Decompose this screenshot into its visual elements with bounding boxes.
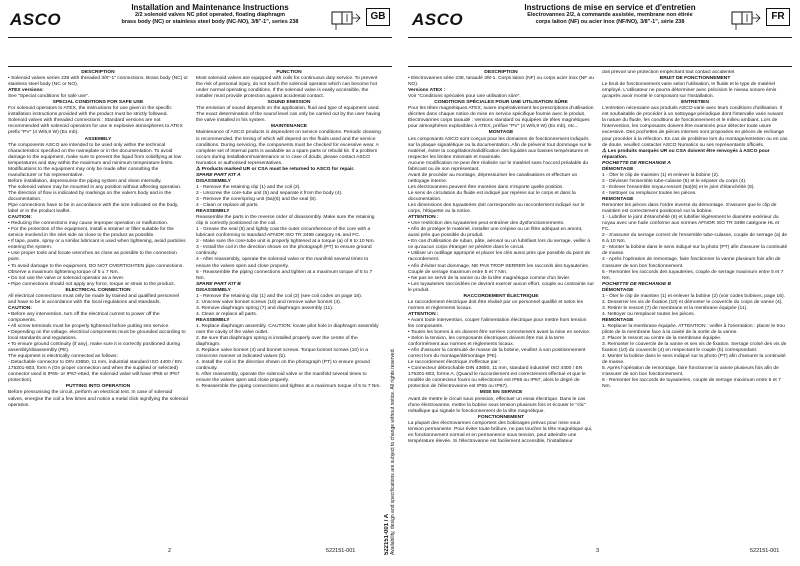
paragraph: 4. Clean or replace all parts. [196,311,258,317]
subtitle1-left: 2/2 solenoid valves NC pilot operated, floating diaphragm [134,12,286,18]
paragraph: 3. Replace valve bonnet (4) and bonnet screws. Torque bonnet screws (10) in a crisscross manner at indicated values (b). [196,348,368,360]
paragraph: • Ne pas se servir de la vanne ou de la tête magnétique comme d'un levier. [408,275,571,281]
title-left: Installation and Maintenance Instructions [131,3,289,12]
paragraph: Les composants ASCO sont conçus pour les domaines de fonctionnement indiqués sur la plaque signalétique ou la documentation. Afin de prévenir tout dommage sur le matériel, éviter la congélation/solidification des liquides aux basses températures et respecter les limites minimale et maximale. [408,136,592,160]
paragraph: 1 - Ôter le clip de maintien (1) et enlever la bobine (2) (voir codes bobines, page 16). [602,293,785,299]
section-heading: CONDITIONS SPÉCIALES POUR UNE UTILISATION SÛRE [434,100,568,106]
paragraph: DISASSEMBLY [196,178,231,184]
paragraph: 3 - Remove the core/spring unit (5a)(6) and the seal (8). [196,196,317,202]
paragraph: 6 - Remonter les raccords de tuyauteries, couple de serrage maximum entre 5 et 7 Nm. [602,378,781,390]
paragraph: Le sens de circulation du fluide est indiqué par repères sur le corps et dans la documentation. [408,190,576,202]
paragraph: 2. Placer le ressort au centre de la membrane équipée. [602,336,722,342]
section-heading: BRUIT DE FONCTIONNEMENT [659,76,731,82]
side-code: 522151-001 / A [384,513,390,555]
paragraph: CAUTION: [8,305,32,311]
paragraph: 3. Retirer le ressort (7) de membrane et la membrane équipée (11). [602,305,748,311]
section-heading: MONTAGE [488,130,514,136]
paragraph: 5 - Remonter les raccords des tuyauteries, couple de serrage maximum entre 5 et 7 Nm. [602,269,784,281]
paragraph: La plupart des électrovannes comportent des bobinages prévus pour mise sous tension permanente. Pour éviter toute brûlure, ne pas toucher la tête magnétique qui, en fonctionnement normal et en permanence sous tension, peut atteindre une température élevée. Si l'électrovanne est facilement accessible, l'installateur [408,420,593,444]
paragraph: 2 - Unscrew the core-tube unit (5) and separate it from the body (4). [196,190,343,196]
divider [8,66,392,67]
paragraph: Remonter les pièces dans l'ordre inverse du démontage. S'assurer que le clip de maintien est correctement positionné sur la bobine. [602,203,777,215]
paragraph: The direction of flow is indicated by markings on the valve's body and in the documentation. [8,190,172,202]
paragraph: 4. Nettoyer ou remplacer toutes les pièces. [602,311,695,317]
paragraph: - Detachable connector to DIN 43650, 11 mm, industrial standard ISO 4400 / EN 175301-803, form A (On proper connection and when the supplied or selected) connector used is IP65- or IP67-etted, the solenoid valve will have IP65 or IP67 protection). [8,360,182,384]
paragraph: 6. Reassemble the piping connections and tighten at a maximum torque of 5 to 7 Nm. [196,384,381,390]
paragraph: 3. Remove diaphragm spring (7) and diaphragm assembly (11). [196,305,334,311]
paragraph: REASSEMBLY [196,209,230,215]
doc-number-right: 522151-001 [750,548,780,554]
paragraph: DÉMONTAGE [602,166,634,172]
paragraph: 3 - Install the coil in the direction shown on the photograph (PT) to ensure ground continuity. [196,245,372,257]
paragraph: ⚠ Products marked UR or CSA must be returned to ASCO for repair. [196,166,355,172]
title-right: Instructions de mise en service et d'entretien [524,3,696,12]
section-heading: MAINTENANCE [270,124,308,130]
paragraph: Avant de mettre le circuit sous pression, effectuer un essai électrique. Dans le cas d'une électrovanne, mettre la bobine sous tension plusieurs fois et écouter le "clic" métallique qui signale le fonctionnement de la tête magnétique. [408,396,586,414]
paragraph: Avant de procéder au montage, dépressuriser les canalisations et effectuer un nettoyage interne. [408,172,578,184]
paragraph: The emission of sound depends on the application, fluid and type of equipment used. The exact determination of the sound level can only be carried out by the user having the valve installed in his system. [196,106,381,124]
paragraph: 4 - Après l'opération de remontage, faire fonctionner la vanne plusieurs fois afin de s'assurer de son bon fonctionnement. [602,257,781,269]
paragraph: • For the protection of the equipment, install a strainer or filter suitable for the service involved in the inlet side as close to the product as possible. [8,227,174,239]
section-heading: ENTRETIEN [681,100,709,106]
paragraph: ⚠ Les produits marqués UR ou CSA doivent être renvoyés à ASCO pour réparation. [602,148,770,160]
paragraph: The components ASCO are intended to be used only within the technical characteristics specified on the nameplate or in the documentation. To avoid damage to the equipment, make sure to prevent the liquid from solidifying at low temperatures and stay within the maximum and minimum temperature limits. Modifications to the equipment may only be made after consulting the manufacturer or his representative. [8,142,182,178]
paragraph: • Afin de protéger le matériel, installer une crépine ou un filtre adéquat en amont, aussi près que possible du produit. [408,227,583,239]
paragraph: • Selon la tension, les composants électriques doivent être mis à la terre conformément aux normes et règlements locaux. [408,336,565,348]
paragraph: 4 - Clean or replace all parts. [196,203,259,209]
paragraph: 3 - Enlever l'ensemble noyau-ressort (5a)(6) et le joint d'étanchéité (8). [602,184,755,190]
paragraph: DISASSEMBLY [196,287,231,293]
paragraph: Before pressurising the circuit, perform an electrical test. In case of solenoid valves, energise the coil a few times and notice a metal click signifying the solenoid operation. [8,390,188,408]
paragraph: 5 - Reassemble the piping connections and tighten at a maximum torque of 5 to 7 Nm. [196,269,373,281]
left-column-1 [8,70,188,540]
paragraph: REMONTAGE [602,196,634,202]
paragraph: • Utiliser un outillage approprié et placer les clés aussi près que possible du point de raccordement. [408,251,591,263]
paragraph: Voir "Conditions spéciales pour une utilisation sûre". [408,94,521,100]
page-number-right: 3 [596,548,600,554]
paragraph: REMONTAGE [602,317,634,323]
paragraph: 4. Install the coil in the direction shown on the photograph (PT) to ensure ground continuity. [196,360,370,372]
paragraph: Pipe connections have to be in accordance with the size indicated on the body, label or in the product leaflet. [8,203,179,215]
section-heading: PUTTING INTO OPERATION [65,384,131,390]
paragraph: 2 - Dévisser l'ensemble tube-culasse (5) et le séparer du corps (4). [602,178,747,184]
paragraph: doit prévoir une protection empêchant tout contact accidentel. [602,70,736,75]
paragraph: • Pipe connections should not apply any force, torque or strain to the product. [8,281,176,287]
paragraph: 3. Remonter le couvercle de la vanne et ses vis de fixation. Serrage croisé des vis de fixation (10) du couvercle (4) en respectant le couple (b) correspondant. [602,342,787,354]
paragraph: Versions ATEX : [408,88,446,94]
section-heading: FUNCTION [276,70,302,75]
paragraph: 1 - Grease the seal (8) and lightly coat the outer circumference of the core with a lubricant conforming to standard AFNOR ISO TR 3498 category HL and FC. [196,227,371,239]
lang-badge-fr: FR [766,8,790,26]
doc-number-left: 522151-001 [326,548,356,554]
header-right [495,3,725,35]
paragraph: • Before any intervention, turn off the electrical current to power off the components. [8,311,160,323]
side-text: Availability, design and specifications are subject to change without notice. All rights reserved. [390,348,396,555]
page-number-left: 2 [168,548,172,554]
paragraph: 5. Après l'opération de remontage, faire fonctionner la vanne plusieurs fois afin de s'assurer de son bon fonctionnement. [602,366,779,378]
paragraph: ATTENTION : [408,215,439,221]
paragraph: • Solenoid valves series 238 with threaded 3/8"-1" connections. Brass body (NC) or stainless steel body (NC or NO). [8,76,188,88]
paragraph: • All screw terminals must be properly tightened before putting into service. [8,323,170,329]
section-heading: ASSEMBLY [84,136,112,142]
side-note [384,330,396,555]
section-heading: DESCRIPTION [484,70,518,75]
right-column-2 [602,70,788,540]
paragraph: 1 - Remove the retaining clip (1) and the coil (2) (see coil codes on page 16). [196,293,363,299]
valve-symbol-icon [730,6,764,32]
paragraph: • Avant toute intervention, couper l'alimentation électrique pour mettre hors tension les composants. [408,317,587,329]
section-heading: SPARE PART KIT A [196,172,241,178]
section-heading: ELECTRICAL CONNECTION [65,287,131,293]
paragraph: Aucune modification ne peut être réalisée sur le matériel sans l'accord préalable du fabricant ou de son représentant. [408,160,589,172]
divider [408,66,792,67]
paragraph: • If tape, paste, spray or a similar lubricant is used when tightening, avoid particles entering the system. [8,239,186,251]
right-column-1 [408,70,594,540]
section-heading: POCHETTE DE RECHANGE A [602,160,671,166]
paragraph: • Une restriction des tuyauteries peut entraîner des dysfonctionnements. [408,221,565,227]
section-heading: SOUND EMISSION [267,100,311,106]
paragraph: 1 - Ôter le clip de maintien (1) et enlever la bobine (2). [602,172,720,178]
paragraph: Maintenance of ASCO products is dependent on service conditions. Periodic cleaning is recommended, the timing of which will depend on the fluids used and the service conditions. During servicing, the components must be checked for excessive wear. A complete set of internal parts is available as a spare parts or rebuild kit. If a problem occurs during installation/maintenance or in case of doubt, please contact ASCO Numatics or authorised representatives. [196,130,381,166]
section-heading: RACCORDEMENT ÉLECTRIQUE [463,293,539,299]
header-left [95,3,325,35]
left-column-2 [196,70,382,540]
paragraph: • Reducing the connections may cause improper operation or malfunction. [8,221,169,227]
paragraph: 1. Replace diaphragm assembly. CAUTION: locate pilot hole in diaphragm assembly over the cavity of the valve outlet. [196,323,379,336]
section-heading: MISE EN SERVICE [479,390,523,396]
section-heading: SPARE PART KIT B [196,281,241,287]
paragraph: • To avoid damage to the equipment, DO NOT OVERTIGHTEN pipe connections. Observe a maximum tightening torque of 5 ± 7 Nm. [8,263,184,275]
paragraph: ATEX versions: [8,88,44,94]
paragraph: 2. Unscrew valve bonnet screws (10) and remove valve bonnet (4). [196,299,342,305]
section-heading: DESCRIPTION [81,70,115,75]
paragraph: • To ensure ground continuity (if any), make sure it is correctly positioned during assembly/disassembly (PE). [8,342,181,354]
paragraph: • Les tuyauteries raccordées ne devront exercer aucun effort, couple ou contrainte sur le produit. [408,281,594,293]
divider [8,37,392,38]
subtitle2-right: corps laiton (NF) ou acier inox (NF/NO), 3/8"-1", série 238 [535,18,685,25]
paragraph: • Electrovannes série 238, taraudé 3/8-1. Corps laiton (NF) ou corps acier inox (NF ou NO). [408,76,594,88]
paragraph: 2. Desserrer les vis de fixation (10) et démonter le couvercle du corps de vanne (4). [602,299,783,305]
paragraph: 2 - S'assurer du serrage correct de l'ensemble tube-culasse, couple de serrage (a) de 6 à 10 Nm. [602,233,788,245]
section-heading: SPECIAL CONDITIONS FOR SAFE USE [52,100,144,106]
page-right [400,0,800,566]
paragraph: • Toutes les bornes à vis doivent être serrées correctement avant la mise en service. [408,330,591,336]
paragraph: • Do not use the valve or solenoid operator as a lever. [8,275,125,281]
lang-badge-gb: GB [366,8,390,26]
paragraph: Reassemble the parts in the reverse order of disassembly. Make sure the retaining clip is correctly positioned on the coil. [196,215,375,227]
paragraph: 1. Replacer la membrane équipée. ATTENTION : veiller à l'orientation : placer le trou pilote de la membrane face à la cavité de la sortie de la vanne. [602,323,785,336]
paragraph: • Afin d'assurer la continuité de masse de la bobine, veuillez à son positionnement correct lors du montage/démontage (PE). [408,348,586,360]
paragraph: The solenoid valves may be mounted in any position without affecting operation. [8,184,182,190]
paragraph: REASSEMBLY [196,317,230,323]
paragraph: Solenoid valves with threaded connections : Standard versions are not recommended with solenoid operators for use in explosive atmospheres to ATEX prefix "PV" (4 W/6,9 W) (Ex mb). [8,118,183,136]
paragraph: 4. Monter la bobine dans le sens indiqué sur la photo (PT) afin d'assurer la continuité de masse. [602,354,786,366]
paragraph: 5. After reassembly, operate the solenoid valve or the manifold several times to ensure the valves open and close properly. [196,372,367,384]
paragraph: Pour les têtes magnétiques ATEX, suivre impérativement les prescriptions d'utilisation décrites dans chaque notice de mise en service spécifique fournie avec le produit. [408,106,594,118]
paragraph: 1 - Lubrifier le joint d'étanchéité (8) et lubrifier légèrement le diamètre extérieur du noyau avec une huile conforme aux normes AFNOR ISO TR 3498 catégorie HL et FC. [602,215,780,233]
section-heading: FONCTIONNEMENT [477,414,525,420]
paragraph: See "Special conditions for safe use". [8,94,90,100]
paragraph: Le raccordement électrique doit être réalisé par un personnel qualifié et selon les normes et règlements locaux. [408,299,584,311]
paragraph: Les dimensions des tuyauteries doit correspondre au raccordement indiqué sur le corps, l'étiquette ou la notice. [408,203,585,215]
paragraph: • En cas d'utilisation de ruban, pâte, aérosol ou un lubrifiant lors du serrage, veiller à ce qu'aucun corps étranger ne pénètre dans le circuit. [408,239,591,251]
paragraph: Before installation, depressurise the piping system and clean internally. [8,178,162,184]
paragraph: • Depending on the voltage, electrical components must be grounded according to local standards and regulations. [8,330,186,342]
paragraph: All electrical connections must only be made by trained and qualified personnel and have to be in accordance with the local regulations and standards. [8,293,180,305]
paragraph: • Connecteur débrochable DIN 43650, 11 mm, standard industriel ISO 4400 / EN 175301-803, forme A. (Quand le raccordement est correctement effectué et que le modèle de connecteur fourni ou sélectionné est IP65 ou IP67, alors le degré de protection de l'électrovanne est IP65 ou IP67). [408,366,586,390]
asco-logo: ASCO [10,10,62,29]
asco-logo: ASCO [412,10,464,29]
paragraph: DÉMONTAGE [602,287,634,293]
paragraph: L'entretien nécessaire aux produits ASCO varie avec leurs conditions d'utilisation. Il est souhaitable de procéder à un nettoyage périodique dont l'intervalle varie suivant la nature du fluide, les conditions de fonctionnement et le milieu ambiant. Lors de l'intervention, les composants doivent être examinés pour détecter toute usure excessive. Des pochettes de pièces internes sont proposées en pièces de rechange pour procéder à la réfection. En cas de problème lors du montage/entretien ou en cas de doute, veuillez contacter ASCO Numatics ou ses représentants officiels. [602,106,788,148]
paragraph: For solenoid operators to ATEX, the instructions for use given in the specific installation instructions provided with the product must be strictly followed. [8,106,172,118]
subtitle2-left: brass body (NC) or stainless steel body (NC-NO), 3/8"-1", series 238 [121,18,299,25]
paragraph: • Afin d'éviter tout dommage, NE PAS TROP SERRER les raccords des tuyauteries. Couple de serrage maximum entre 5 et 7 Nm. [408,263,590,275]
paragraph: Les électrovannes peuvent être montées dans n'importe quelle position. [408,184,564,190]
section-heading: POCHETTE DE RECHANGE B [602,281,672,287]
paragraph: 2. Be sure that diaphragm spring is installed properly over the centre of the diaphragm. [196,336,358,348]
paragraph: Le raccordement électrique s'effectue par : [408,360,501,366]
paragraph: 4 - Nettoyer ou remplacer toutes les pièces. [602,190,697,196]
paragraph: The equipment is electrically connected as follows: [8,354,118,360]
paragraph: 3 - Monter la bobine dans le sens indiqué sur la photo (PT) afin d'assurer la continuité de masse. [602,245,788,257]
subtitle1-right: Electrovannes 2/2, à commande assistée, membrane non étirée [527,12,693,18]
paragraph: 4 - After reassembly, operate the solenoid valve or the manifold several times to ensure the valves open and close properly. [196,257,369,269]
paragraph: 2 - Make sure the core-tube unit is properly tightened at a torque (a) of 6 to 10 Nm. [196,239,375,245]
paragraph: 1 - Remove the retaining clip (1) and the coil (2). [196,184,301,190]
paragraph: ATTENTION : [408,311,439,317]
paragraph: • Use proper tools and locate wrenches as close as possible to the connection point. [8,251,177,263]
paragraph: Most solenoid valves are equipped with coils for continuous duty service. To prevent the risk of personal injury, do not touch the solenoid operator which can become hot under normal operating conditions. If the solenoid valve is easily accessible, the installer must provide protection against accidental contact. [196,76,378,100]
paragraph: CAUTION: [8,215,32,221]
paragraph: Electrovannes corps taraudé : Versions standard ou équipées de têtes magnétiques pour atmosphères explosibles à ATEX, préfixe "PV" (4 W/6,9 W) (Ex mb), etc... [408,118,590,130]
valve-symbol-icon [330,6,364,32]
divider [408,37,792,38]
paragraph: Le bruit de fonctionnement varie selon l'utilisation, le fluide et le type de matériel employé. L'utilisateur ne pourra déterminer avec précision le niveau sonore émis qu'après avoir monté le composant sur l'installation. [602,82,777,100]
